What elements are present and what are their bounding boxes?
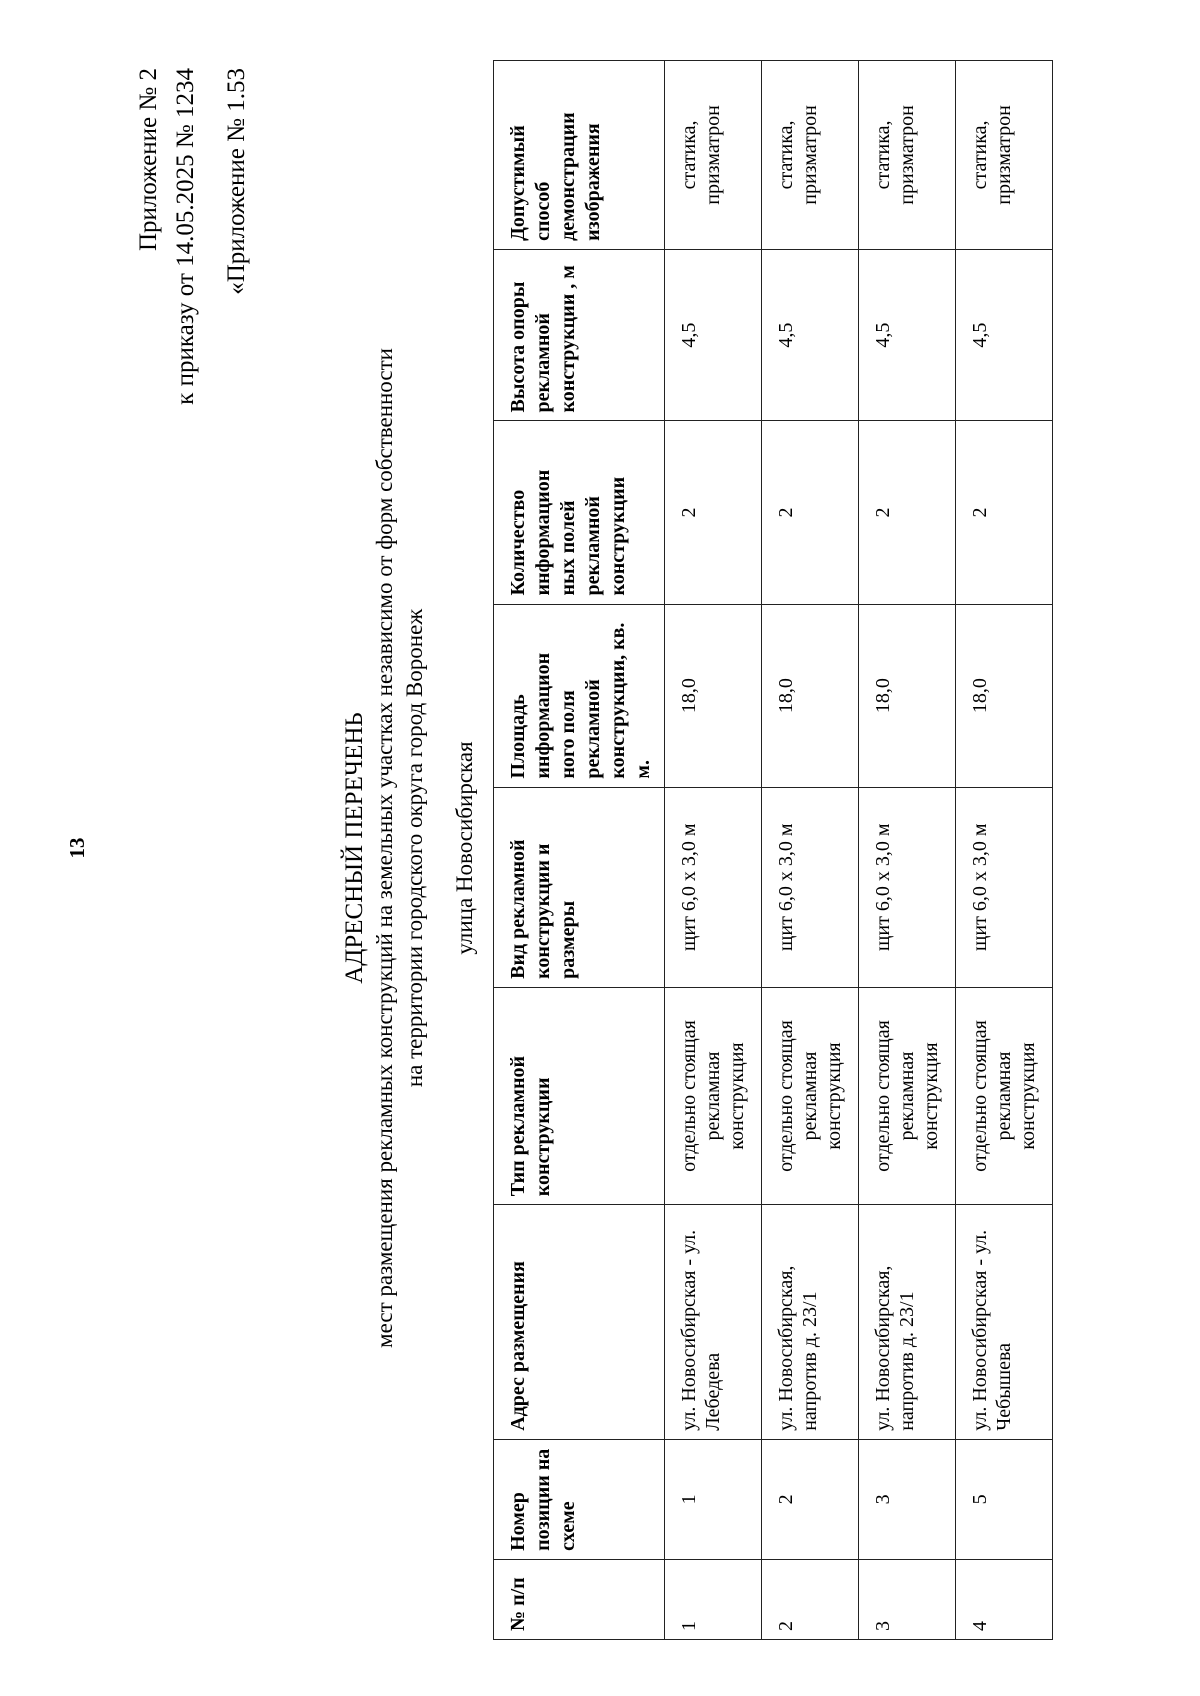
cell-height: 4,5 bbox=[665, 249, 762, 421]
header-method: Допустимый способ демонстрации изображения bbox=[494, 61, 665, 250]
cell-area: 18,0 bbox=[762, 604, 859, 787]
header-height: Высота опоры рекламной конструкции , м bbox=[494, 249, 665, 421]
address-table bbox=[493, 60, 1053, 1640]
page-number: 13 bbox=[65, 837, 89, 859]
cell-fields: 2 bbox=[859, 421, 956, 604]
cell-height: 4,5 bbox=[762, 249, 859, 421]
cell-num: 2 bbox=[762, 1559, 859, 1639]
cell-type: отдельно стоящая рекламная конструкция bbox=[956, 987, 1053, 1204]
table-row bbox=[762, 61, 859, 1640]
title-block bbox=[340, 38, 478, 1658]
cell-kind: щит 6,0 х 3,0 м bbox=[762, 787, 859, 987]
cell-address: ул. Новосибирская, напротив д. 23/1 bbox=[859, 1205, 956, 1440]
cell-area: 18,0 bbox=[665, 604, 762, 787]
cell-address: ул. Новосибирская, напротив д. 23/1 bbox=[762, 1205, 859, 1440]
cell-area: 18,0 bbox=[859, 604, 956, 787]
header-type: Тип рекламной конструкции bbox=[494, 987, 665, 1204]
cell-num: 1 bbox=[665, 1559, 762, 1639]
cell-area: 18,0 bbox=[956, 604, 1053, 787]
table-header-row bbox=[494, 61, 665, 1640]
header-address: Адрес размещения bbox=[494, 1205, 665, 1440]
cell-kind: щит 6,0 х 3,0 м bbox=[859, 787, 956, 987]
cell-method: статика, призматрон bbox=[859, 61, 956, 250]
table-row bbox=[859, 61, 956, 1640]
header-area: Площадь информацион ного поля рекламной конструкции, кв. м. bbox=[494, 604, 665, 787]
appendix-header bbox=[130, 68, 255, 405]
header-fields: Количество информацион ных полей рекламной конструкции bbox=[494, 421, 665, 604]
cell-fields: 2 bbox=[956, 421, 1053, 604]
appendix-line-1: Приложение № 2 bbox=[135, 68, 162, 252]
cell-fields: 2 bbox=[665, 421, 762, 604]
appendix-line-2: к приказу от 14.05.2025 № 1234 bbox=[172, 68, 199, 405]
cell-height: 4,5 bbox=[956, 249, 1053, 421]
table-row bbox=[665, 61, 762, 1640]
cell-num: 3 bbox=[859, 1559, 956, 1639]
document-subtitle-line-1: мест размещения рекламных конструкций на земельных участках независимо от форм собственности bbox=[372, 348, 397, 1348]
cell-position: 1 bbox=[665, 1439, 762, 1559]
document-page bbox=[35, 38, 1165, 1658]
header-kind: Вид рекламной конструкции и размеры bbox=[494, 787, 665, 987]
cell-num: 4 bbox=[956, 1559, 1053, 1639]
cell-type: отдельно стоящая рекламная конструкция bbox=[762, 987, 859, 1204]
cell-position: 2 bbox=[762, 1439, 859, 1559]
cell-type: отдельно стоящая рекламная конструкция bbox=[859, 987, 956, 1204]
cell-kind: щит 6,0 х 3,0 м bbox=[665, 787, 762, 987]
cell-type: отдельно стоящая рекламная конструкция bbox=[665, 987, 762, 1204]
table-row bbox=[956, 61, 1053, 1640]
document-subtitle-line-2: на территории городского округа город Воронеж bbox=[402, 608, 427, 1088]
header-num: № п/п bbox=[494, 1559, 665, 1639]
cell-method: статика, призматрон bbox=[665, 61, 762, 250]
cell-height: 4,5 bbox=[859, 249, 956, 421]
cell-fields: 2 bbox=[762, 421, 859, 604]
street-name: улица Новосибирская bbox=[452, 741, 477, 955]
cell-address: ул. Новосибирская - ул. Лебедева bbox=[665, 1205, 762, 1440]
cell-position: 3 bbox=[859, 1439, 956, 1559]
header-position: Номер позиции на схеме bbox=[494, 1439, 665, 1559]
cell-position: 5 bbox=[956, 1439, 1053, 1559]
cell-method: статика, призматрон bbox=[956, 61, 1053, 250]
document-title: АДРЕСНЫЙ ПЕРЕЧЕНЬ bbox=[341, 712, 368, 984]
cell-kind: щит 6,0 х 3,0 м bbox=[956, 787, 1053, 987]
appendix-line-3: «Приложение № 1.53 bbox=[223, 68, 250, 295]
cell-method: статика, призматрон bbox=[762, 61, 859, 250]
cell-address: ул. Новосибирская - ул. Чебышева bbox=[956, 1205, 1053, 1440]
